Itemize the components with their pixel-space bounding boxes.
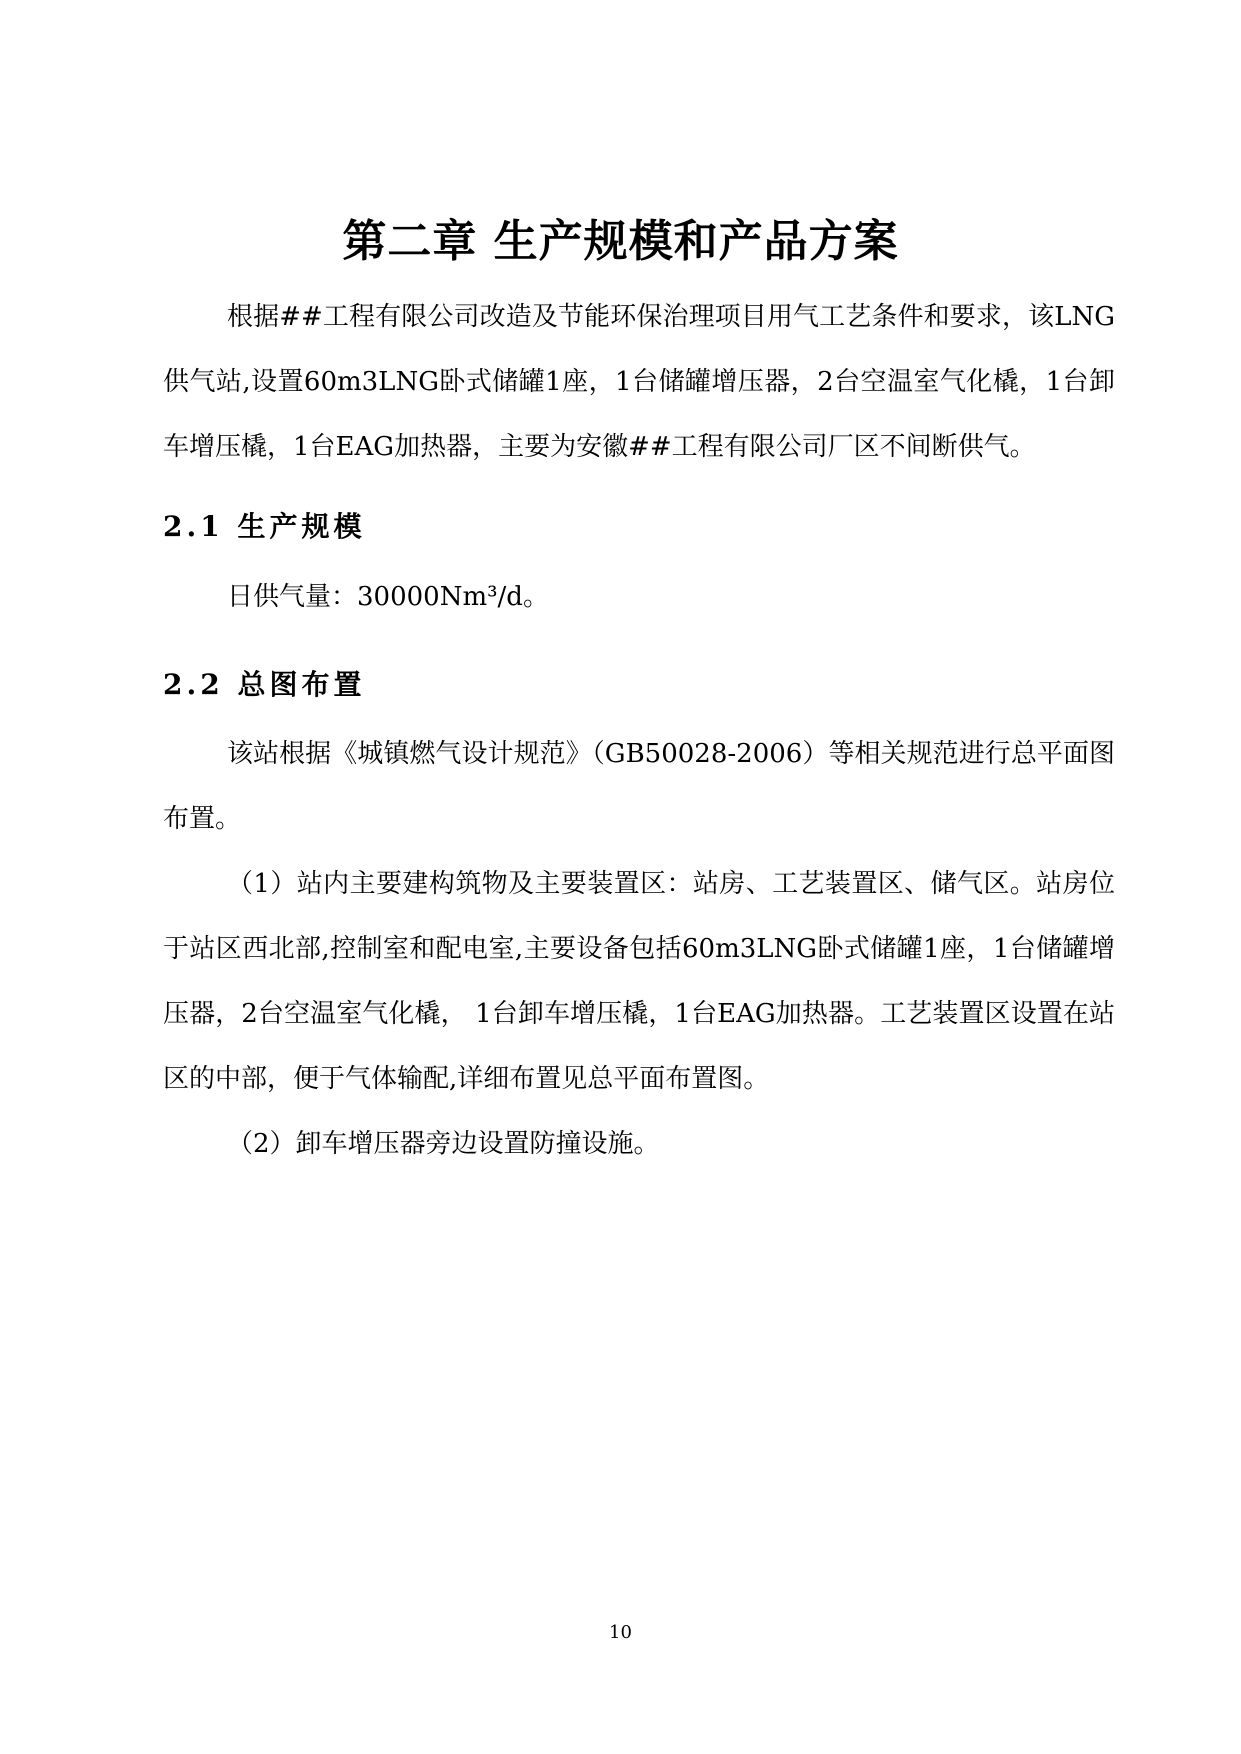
page-number: 10 <box>609 1622 632 1643</box>
chapter-title: 第二章 生产规模和产品方案 <box>342 216 899 267</box>
layout-item-1-paragraph: （1）站内主要建构筑物及主要装置区：站房、工艺装置区、储气区。站房位于站区西北部,控制室和配电室,主要设备包括60m3LNG卧式储罐1座，1台储罐增压器，2台空温室气化橇， 1台卸车增压橇，1台EAG加热器。工艺装置区设置在站区的中部，便于气体输配,详细布置见总平面布置图。 <box>163 869 1115 1094</box>
chapter-intro-paragraph: 根据##工程有限公司改造及节能环保治理项目用气工艺条件和要求，该LNG供气站,设置60m3LNG卧式储罐1座，1台储罐增压器，2台空温室气化橇，1台卸车增压橇，1台EAG加热器，主要为安徽##工程有限公司厂区不间断供气。 <box>163 302 1115 462</box>
section-heading-2-1: 2.1 生产规模 <box>163 510 366 543</box>
section-heading-2-2: 2.2 总图布置 <box>163 668 366 701</box>
layout-item-2-paragraph: （2）卸车增压器旁边设置防撞设施。 <box>227 1129 660 1159</box>
layout-basis-paragraph: 该站根据《城镇燃气设计规范》（GB50028-2006）等相关规范进行总平面图布置。 <box>163 739 1115 834</box>
daily-supply-paragraph: 日供气量：30000Nm³/d。 <box>227 582 549 612</box>
